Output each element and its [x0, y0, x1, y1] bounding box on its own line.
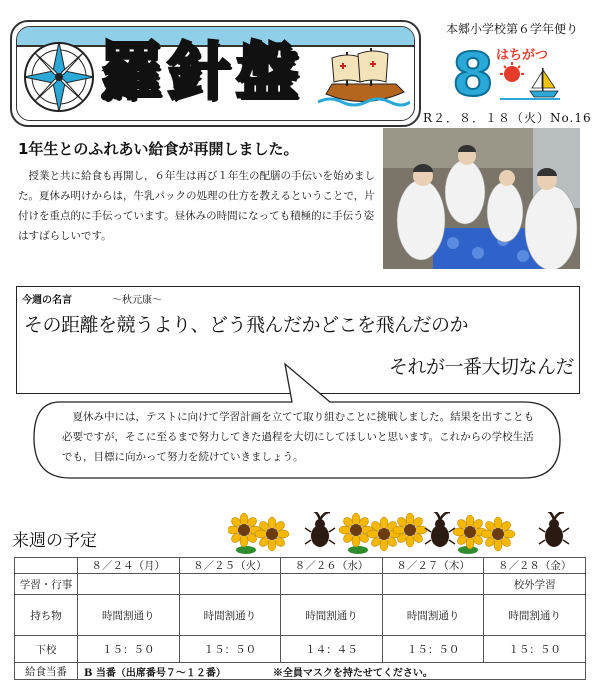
masthead-title: 羅針盤: [100, 35, 305, 108]
article-body: 授業と共に給食も再開し，６年生は再び１年生の配膳の手伝いを始めました。夏休み明けからは，牛乳パックの処理の仕方を教えるということで，片付けを重点的に手伝っています。昼休みの時間になっても積極的に手伝う姿はすばらしいです。: [18, 170, 375, 242]
table-cell: [382, 574, 484, 595]
table-cell: 時間割通り: [78, 595, 180, 636]
duty-row: [15, 663, 586, 680]
compass-rose-icon: [20, 38, 98, 116]
teacher-message: 夏休み中には，テストに向けて学習計画を立てて取り組むことに挑戦しました。結果を出すことも必要ですが，そこに至るまで努力してきた過程を大切にしてほしいと思います。これからの学校生活でも，目標に向かって努力を続けていきましょう。: [62, 411, 535, 463]
day-header: ８／２８（金）: [484, 558, 586, 574]
article-heading: 1年生とのふれあい給食が再開しました。: [18, 140, 299, 158]
schedule-table: [14, 557, 586, 680]
issue-date: R２．８．１８（火）No.16: [423, 111, 592, 125]
table-cell: [281, 574, 383, 595]
table-cell: １５：５０: [78, 636, 180, 663]
row-label: 給食当番: [15, 663, 78, 680]
table-cell: 校外学習: [484, 574, 586, 595]
duty-value: B 当番（出席番号７～１２番）: [84, 667, 226, 679]
day-header: ８／２６（水）: [281, 558, 383, 574]
table-cell: 時間割通り: [382, 595, 484, 636]
row-label: 持ち物: [15, 595, 78, 636]
sun-and-sailboat-icon: [500, 62, 560, 102]
schedule-heading: 来週の予定: [12, 531, 97, 551]
lunch-photo: [383, 128, 580, 269]
table-cell: 時間割通り: [281, 595, 383, 636]
grade-number: 8: [452, 40, 494, 110]
day-header: ８／２７（木）: [382, 558, 484, 574]
school-name: 本郷小学校第６学年便り: [445, 22, 578, 36]
table-cell: 時間割通り: [179, 595, 281, 636]
sailing-ship-icon: [318, 44, 410, 114]
lunch-photo-image: [383, 128, 580, 269]
day-header: ８／２４（月）: [78, 558, 180, 574]
grade-logo-text: はちがつ: [496, 48, 549, 63]
table-cell: １５：５０: [484, 636, 586, 663]
sunflower-beetle-border-icon: [228, 512, 588, 556]
quote-author: ～秋元康～: [112, 295, 162, 306]
quote-line-2: それが一番大切なんだ: [388, 356, 574, 378]
row-label: 学習・行事: [15, 574, 78, 595]
table-cell: [179, 574, 281, 595]
table-row: [15, 595, 586, 636]
table-cell: 時間割通り: [484, 595, 586, 636]
table-cell: １５：５０: [382, 636, 484, 663]
table-cell: １４：４５: [281, 636, 383, 663]
table-cell: １５：５０: [179, 636, 281, 663]
duty-cell: [78, 663, 586, 680]
day-header: ８／２５（火）: [179, 558, 281, 574]
duty-note: ※全員マスクを持たせてください。: [272, 667, 433, 679]
quote-label: 今週の名言: [22, 295, 72, 306]
quote-line-1: その距離を競うより、どう飛んだかどこを飛んだのか: [24, 314, 469, 336]
schedule-corner: [15, 558, 78, 574]
row-label: 下校: [15, 636, 78, 663]
table-row: [15, 574, 586, 595]
table-cell: [78, 574, 180, 595]
schedule-header-row: [15, 558, 586, 574]
table-row: [15, 636, 586, 663]
